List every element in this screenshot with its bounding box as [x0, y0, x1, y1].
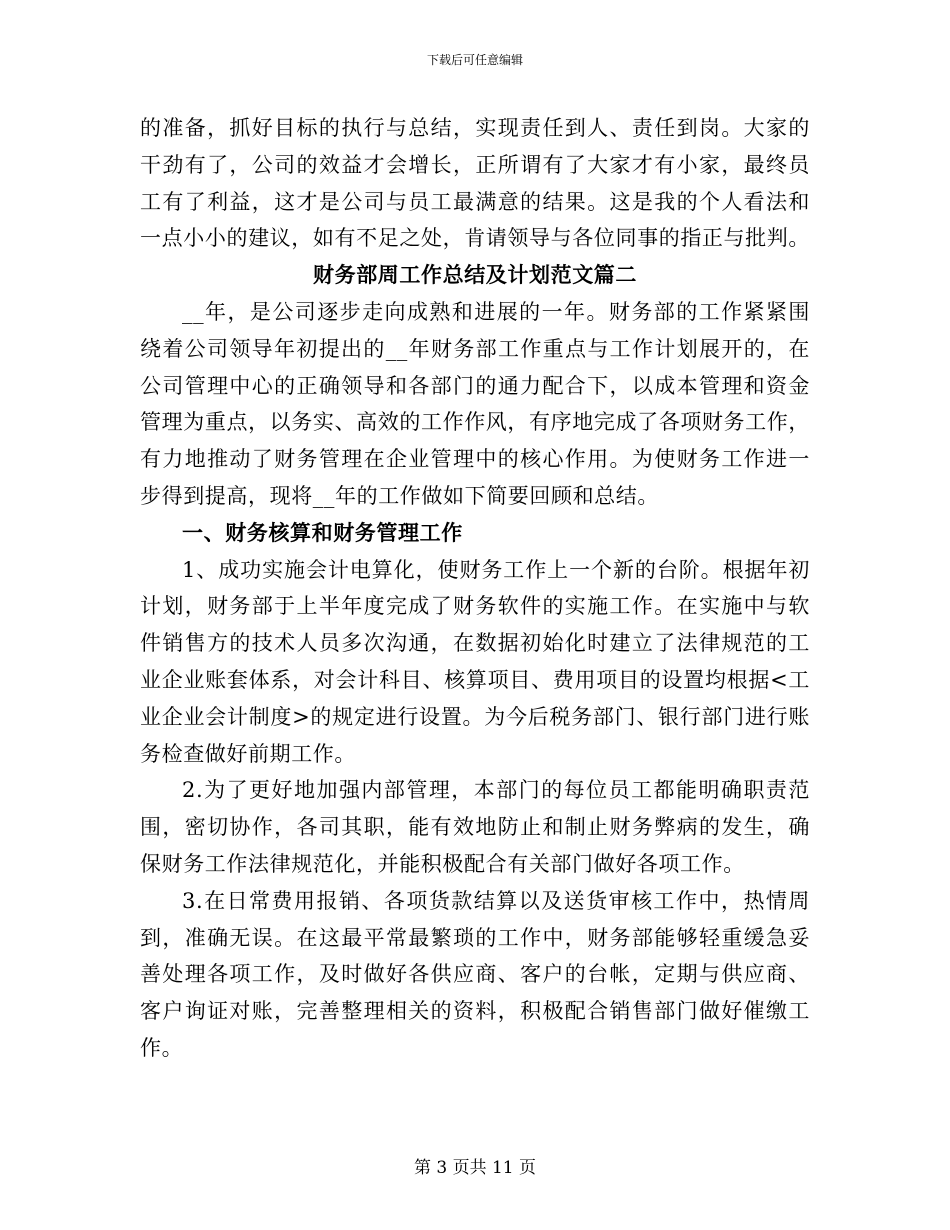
paragraph-line: 的准备，抓好目标的执行与总结，实现责任到人、责任到岗。大家的	[140, 116, 810, 140]
paragraph-line: 务检查做好前期工作。	[140, 741, 356, 766]
paragraph-line: 计划，财务部于上半年度完成了财务软件的实施工作。在实施中与软	[140, 594, 810, 619]
paragraph-line: 公司管理中心的正确领导和各部门的通力配合下，以成本管理和资金	[140, 373, 810, 398]
page-number: 第 3 页共 11 页	[413, 1158, 537, 1178]
paragraph-line: 件销售方的技术人员多次沟通，在数据初始化时建立了法律规范的工	[140, 631, 810, 656]
page-header: 下载后可任意编辑	[426, 53, 523, 67]
paragraph-line: 保财务工作法律规范化，并能积极配合有关部门做好各项工作。	[140, 851, 745, 876]
subsection-heading: 一、财务核算和财务管理工作	[182, 519, 463, 545]
document-body	[140, 110, 810, 1067]
paragraph-line: 有力地推动了财务管理在企业管理中的核心作用。为使财务工作进一	[140, 447, 810, 472]
paragraph-line: 业企业会计制度>的规定进行设置。为今后税务部门、银行部门进行账	[140, 704, 810, 729]
paragraph-line: 业企业账套体系，对会计科目、核算项目、费用项目的设置均根据<工	[140, 667, 810, 692]
paragraph-line: 一点小小的建议，如有不足之处，肯请领导与各位同事的指正与批判。	[140, 226, 810, 251]
paragraph-line: 3.在日常费用报销、各项货款结算以及送货审核工作中，热情周	[182, 888, 810, 913]
paragraph-line: 管理为重点，以务实、高效的工作作风，有序地完成了各项财务工作，	[140, 410, 810, 435]
paragraph-line: 绕着公司领导年初提出的__年财务部工作重点与工作计划展开的，在	[140, 336, 810, 361]
paragraph-line: 到，准确无误。在这最平常最繁琐的工作中，财务部能够轻重缓急妥	[140, 925, 810, 950]
paragraph-line: 1、成功实施会计电算化，使财务工作上一个新的台阶。根据年初	[182, 557, 810, 582]
paragraph-line: 工有了利益，这才是公司与员工最满意的结果。这是我的个人看法和	[140, 189, 810, 214]
paragraph-line: 围，密切协作，各司其职，能有效地防止和制止财务弊病的发生，确	[140, 815, 810, 840]
paragraph-line: 善处理各项工作，及时做好各供应商、客户的台帐，定期与供应商、	[140, 962, 810, 987]
section-title: 财务部周工作总结及计划范文篇二	[313, 262, 637, 288]
paragraph-line: 2.为了更好地加强内部管理，本部门的每位员工都能明确职责范	[182, 778, 810, 803]
paragraph-line: 步得到提高，现将__年的工作做如下简要回顾和总结。	[140, 483, 659, 508]
paragraph-line: 作。	[140, 1035, 184, 1060]
paragraph-line: __年，是公司逐步走向成熟和进展的一年。财务部的工作紧紧围	[182, 299, 810, 324]
paragraph-line: 客户询证对账，完善整理相关的资料，积极配合销售部门做好催缴工	[140, 999, 810, 1024]
paragraph-line: 干劲有了，公司的效益才会增长，正所谓有了大家才有小家，最终员	[140, 152, 810, 177]
